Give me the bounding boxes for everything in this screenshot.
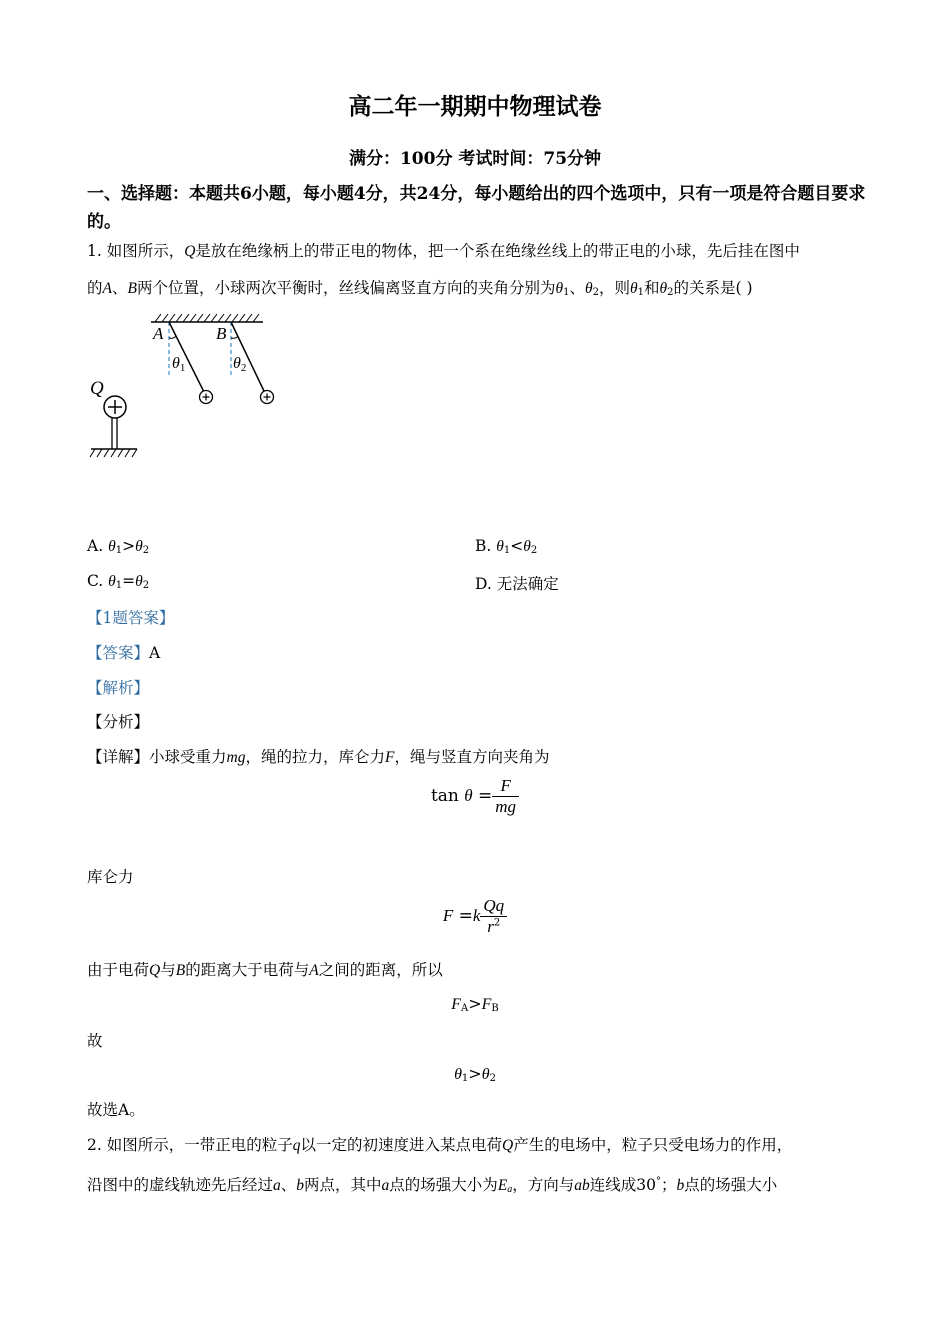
equation-coulomb: F =k $\frac{Qq}{r^2}$ [0,896,950,937]
coulomb-label: 库仑力 [87,868,134,886]
label-Q: Q [90,378,104,399]
answer-header: 【1题答案】 [87,609,175,627]
reason-line: 由于电荷Q与B的距离大于电荷与A之间的距离，所以 [87,961,443,979]
option-d[interactable]: D. 无法确定 [475,575,559,593]
section-heading: 一、选择题：本题共6小题，每小题4分，共24分，每小题给出的四个选项中，只有一项是符合题目要求的。 [87,184,866,232]
detail-line: 【详解】小球受重力mg，绳的拉力，库仑力F，绳与竖直方向夹角为 [87,748,550,766]
option-b[interactable]: B. $\theta_1<\theta_2$ [475,537,538,556]
label-B: B [216,324,227,343]
q2-stem-line2: 沿图中的虚线轨迹先后经过a、b两点，其中a点的场强大小为$E_a$，方向与ab连线成30°；b点的场强大小 [87,1176,778,1196]
label-A: A [153,324,164,343]
answer-line: 【答案】A [87,644,161,662]
page-title: 高二年一期期中物理试卷 [348,93,602,120]
ceiling-hatching [155,314,259,322]
conclusion: 故选A。 [87,1101,145,1119]
q1-stem-line2: 的A、B两个位置，小球两次平衡时，丝线偏离竖直方向的夹角分别为$\theta_1$、$\theta_2$，则$\theta_1$和$\theta_2$的关系是( ) [87,279,753,298]
option-c[interactable]: C. $\theta_1=\theta_2$ [87,572,150,591]
q1-figure [85,308,285,468]
exam-subtitle: 满分：100分 考试时间：75分钟 [348,149,602,169]
equation-force-compare: $F_A>F_B$ [451,994,499,1014]
fenxi-label: 【分析】 [87,713,150,731]
angle-arc-A [169,336,176,338]
q1-stem-line1: 1. 如图所示，Q是放在绝缘柄上的带正电的物体，把一个系在绝缘丝线上的带正电的小球，先后挂在图中 [87,242,800,260]
q2-stem-line1: 2. 如图所示，一带正电的粒子q以一定的初速度进入某点电荷Q产生的电场中，粒子只受电场力的作用， [87,1136,793,1154]
option-a[interactable]: A. $\theta_1>\theta_2$ [87,537,150,556]
theta1-label: θ1 [172,355,186,374]
equation-tan: tan θ = $\frac{F}{mg}$ [0,776,950,817]
angle-arc-B [231,336,238,338]
theta2-label: θ2 [233,355,247,374]
gu-label: 故 [87,1032,103,1050]
ground-hatching [90,449,137,457]
equation-angle-compare: $\theta_1>\theta_2$ [454,1064,496,1084]
analysis-label: 【解析】 [87,679,150,697]
